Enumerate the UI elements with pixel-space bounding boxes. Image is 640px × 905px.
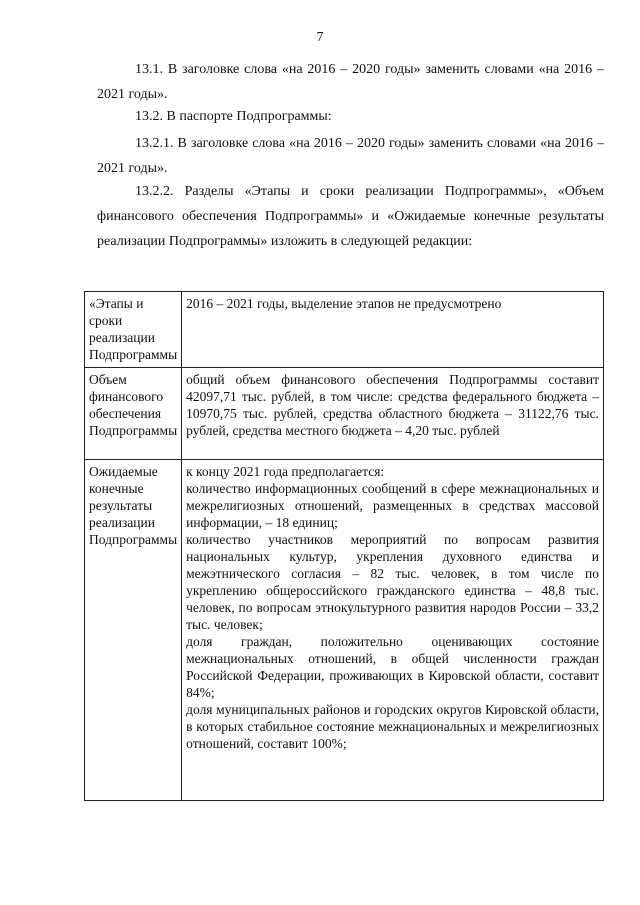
result-line: доля муниципальных районов и городских округов Кировской области, в которых стабильное состояние межнациональных и межрелигиозных отношений, составит 100%; <box>186 702 599 751</box>
paragraph-13-2-2: 13.2.2. Разделы «Этапы и сроки реализации Подпрограммы», «Объем финансового обеспечения Подпрограммы» и «Ожидаемые конечные результаты реализации Подпрограммы» изложить в следующей редакции: <box>97 184 604 249</box>
table-row <box>85 292 604 368</box>
table-row <box>85 460 604 801</box>
page-number: 7 <box>316 30 324 45</box>
row-label-funding: Объем финансового обеспечения Подпрограммы <box>85 368 182 460</box>
paragraph-13-1: 13.1. В заголовке слова «на 2016 – 2020 годы» заменить словами «на 2016 – 2021 годы». <box>97 62 604 102</box>
paragraph-13-2: 13.2. В паспорте Подпрограммы: <box>135 109 332 124</box>
paragraph-13-2-1: 13.2.1. В заголовке слова «на 2016 – 2020 годы» заменить словами «на 2016 – 2021 годы». <box>97 136 604 176</box>
row-label-results: Ожидаемые конечные результаты реализации Подпрограммы <box>85 460 182 801</box>
row-value-results <box>182 460 604 801</box>
row-value-funding: общий объем финансового обеспечения Подпрограммы составит 42097,71 тыс. рублей, в том числе: средства федерального бюджета – 10970,75 тыс. рублей, средства областного бюджета – 31122,76 тыс. рублей, средства местного бюджета – 4,20 тыс. рублей <box>182 368 604 460</box>
passport-table <box>84 291 604 801</box>
row-value-stages: 2016 – 2021 годы, выделение этапов не предусмотрено <box>182 292 604 368</box>
result-line: количество информационных сообщений в сфере межнациональных и межрелигиозных отношений, размещенных в средствах массовой информации, – 18 единиц; <box>186 481 599 530</box>
result-line: количество участников мероприятий по вопросам развития национальных культур, укрепления духовного единства и межэтнического согласия – 82 тыс. человек, в том числе по укреплению общероссийского гражданского единства – 48,8 тыс. человек, по вопросам этнокультурного развития народов России – 33,2 тыс. человек; <box>186 532 599 632</box>
result-line: к концу 2021 года предполагается: <box>186 464 385 479</box>
row-label-stages: «Этапы и сроки реализации Подпрограммы <box>85 292 182 368</box>
table-row <box>85 368 604 460</box>
result-line: доля граждан, положительно оценивающих состояние межнациональных отношений, в общей численности граждан Российской Федерации, проживающих в Кировской области, составит 84%; <box>186 634 599 700</box>
